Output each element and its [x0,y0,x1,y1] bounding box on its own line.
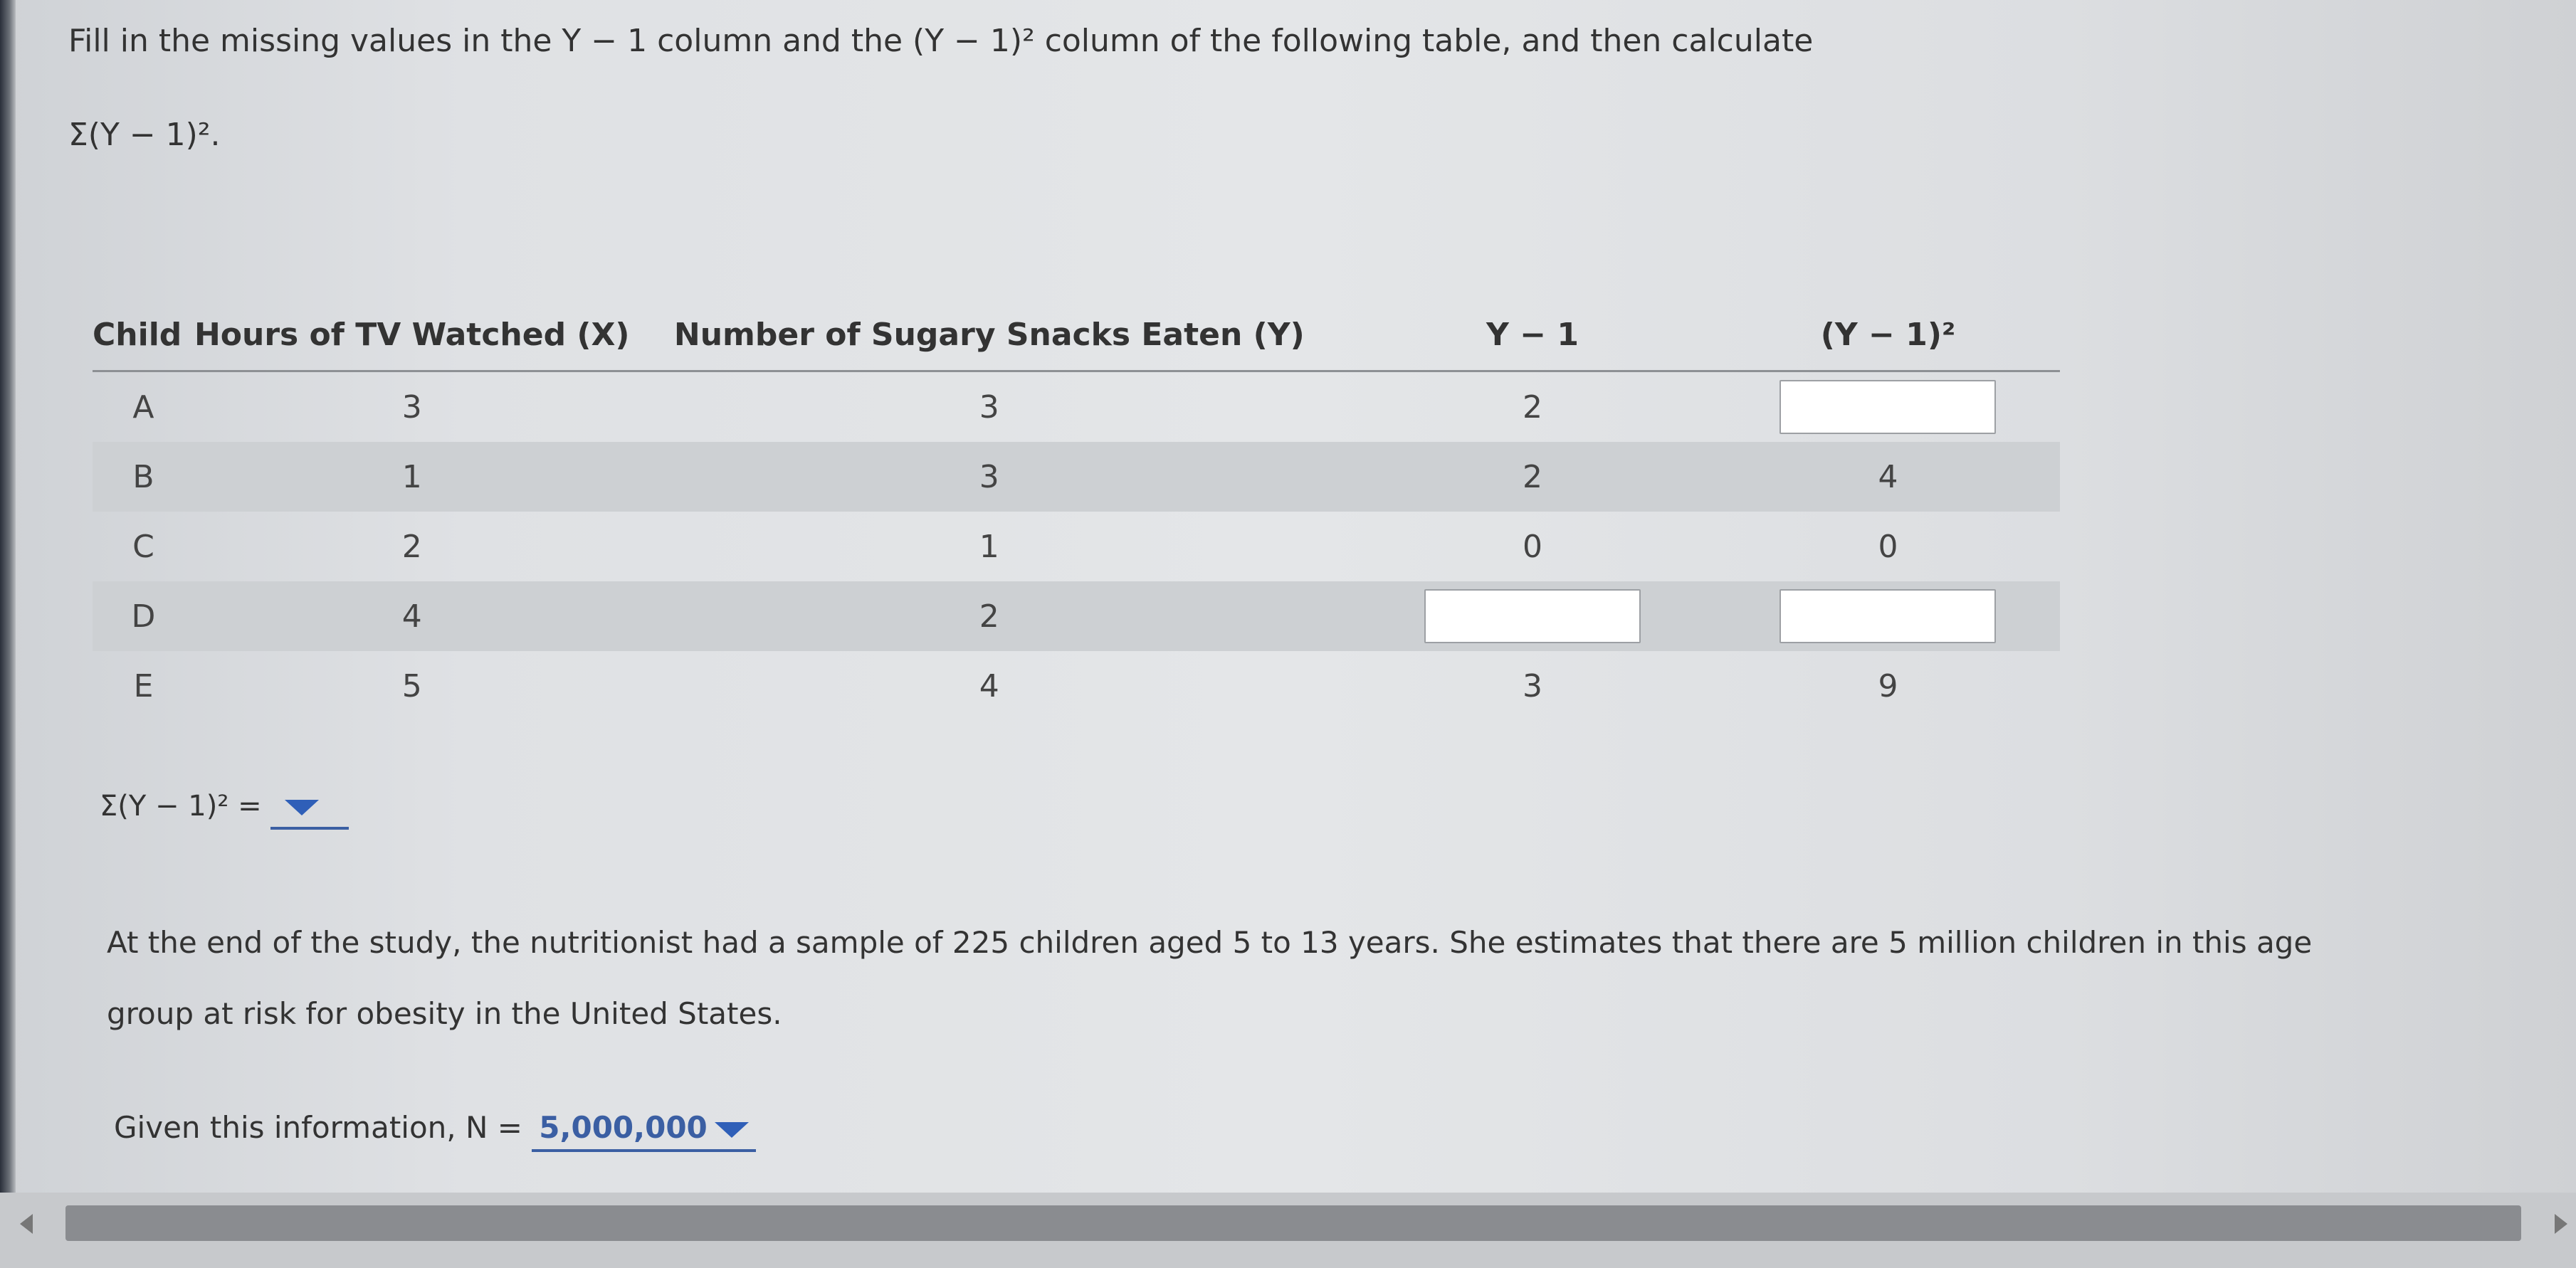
question-sum-expression: Σ(Y − 1)². [68,117,221,153]
answer-input-d-squared[interactable] [1779,589,1996,643]
cell-y-minus-1: 0 [1523,528,1543,565]
sum-answer-row [100,790,349,830]
header-sugary-snacks: Number of Sugary Snacks Eaten (Y) [630,299,1350,371]
cell-y-minus-1-squared: 9 [1878,667,1898,704]
answer-input-d-y-minus-1[interactable] [1424,589,1641,643]
sum-answer-label: Σ(Y − 1)² = [100,790,262,823]
cell-y-minus-1-squared: 0 [1878,528,1898,565]
table-header-row [93,299,2060,371]
cell-child: E [133,667,154,704]
data-table [93,299,2060,721]
given-row [114,1110,756,1152]
cell-y: 3 [630,442,1350,512]
caret-down-icon [285,800,319,815]
sum-answer-dropdown[interactable] [270,790,349,830]
cell-y: 1 [979,528,999,565]
cell-y-minus-1: 3 [1523,667,1543,704]
cell-y-minus-1-squared: 4 [1716,442,2060,512]
caret-down-icon [715,1122,749,1138]
table-row [93,581,2060,651]
cell-y-minus-1: 2 [1349,442,1716,512]
table-row [93,651,2060,721]
cell-child: B [93,442,194,512]
scroll-right-icon[interactable] [2555,1214,2567,1234]
header-child: Child [93,299,194,371]
cell-y: 4 [979,667,999,704]
population-value: 5,000,000 [539,1110,708,1145]
study-paragraph [107,907,2484,1050]
answer-input-a-squared[interactable] [1779,380,1996,434]
paragraph-line-1: At the end of the study, the nutritionist had a sample of 225 children aged 5 to 13 years. She estimates that there are 5 million children in this age [107,925,2313,960]
cell-x: 5 [401,667,422,704]
question-text: Fill in the missing values in the Y − 1 column and the (Y − 1)² column of the following table, and then calculate [68,23,1814,59]
cell-y-minus-1: 2 [1523,389,1543,426]
scroll-left-icon[interactable] [20,1214,33,1234]
cell-y: 3 [979,389,999,426]
cell-x: 4 [194,581,630,651]
cell-child: D [93,581,194,651]
cell-y-minus-1-squared [1716,371,2060,443]
table-row [93,512,2060,581]
header-hours-tv: Hours of TV Watched (X) [194,299,630,371]
population-dropdown[interactable] [532,1110,755,1152]
scrollbar-thumb[interactable] [65,1205,2521,1241]
table-row [93,442,2060,512]
horizontal-scrollbar[interactable] [0,1193,2576,1268]
header-y-minus-1: Y − 1 [1349,299,1716,371]
cell-x: 2 [401,528,422,565]
cell-child: C [132,528,154,565]
cell-x: 3 [401,389,422,426]
paragraph-line-2: group at risk for obesity in the United States. [107,996,782,1031]
cell-y-minus-1-squared [1716,581,2060,651]
cell-y: 2 [630,581,1350,651]
cell-x: 1 [194,442,630,512]
cell-child: A [132,389,154,426]
window-edge [0,0,16,1268]
cell-y-minus-1 [1349,581,1716,651]
given-label: Given this information, N = [114,1110,522,1145]
table-row [93,371,2060,443]
header-y-minus-1-squared: (Y − 1)² [1716,299,2060,371]
